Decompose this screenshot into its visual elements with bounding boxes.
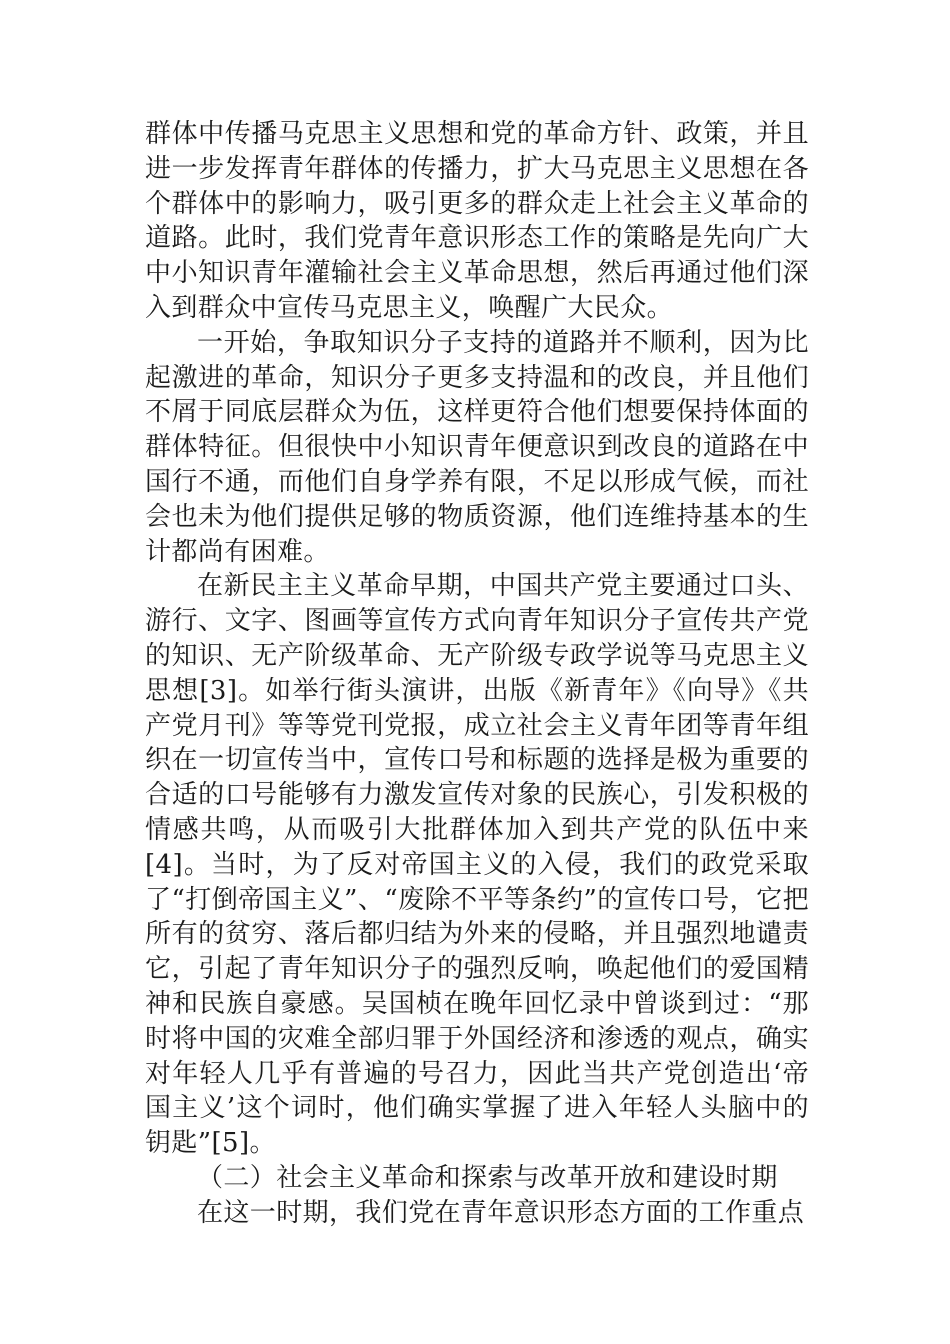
- body-paragraph-2: 一开始，争取知识分子支持的道路并不顺利，因为比起激进的革命，知识分子更多支持温和的改良，并且他们不屑于同底层群众为伍，这样更符合他们想要保持体面的群体特征。但很快中小知识青年便意识到改良的道路在中国行不通，而他们自身学养有限，不足以形成气候，而社会也未为他们提供足够的物质资源，他们连维持基本的生计都尚有困难。: [145, 327, 809, 567]
- body-paragraph-1: 群体中传播马克思主义思想和党的革命方针、政策，并且进一步发挥青年群体的传播力，扩大马克思主义思想在各个群体中的影响力，吸引更多的群众走上社会主义革命的道路。此时，我们党青年意识形态工作的策略是先向广大中小知识青年灌输社会主义革命思想，然后再通过他们深入到群众中宣传马克思主义，唤醒广大民众。: [145, 119, 809, 323]
- section-heading: （二）社会主义革命和探索与改革开放和建设时期: [197, 1162, 778, 1193]
- body-paragraph-4: 在这一时期，我们党在青年意识形态方面的工作重点: [197, 1197, 805, 1228]
- body-paragraph-3: 在新民主主义革命早期，中国共产党主要通过口头、游行、文字、图画等宣传方式向青年知识分子宣传共产党的知识、无产阶级革命、无产阶级专政学说等马克思主义思想[3]。如举行街头演讲，出版《新青年》《向导》《共产党月刊》等等党刊党报，成立社会主义青年团等青年组织在一切宣传当中，宣传口号和标题的选择是极为重要的合适的口号能够有力激发宣传对象的民族心，引发积极的情感共鸣，从而吸引大批群体加入到共产党的队伍中来[4]。当时，为了反对帝国主义的入侵，我们的政党采取了“打倒帝国主义”、“废除不平等条约”的宣传口号，它把所有的贫穷、落后都归结为外来的侵略，并且强烈地谴责它，引起了青年知识分子的强烈反响，唤起他们的爱国精神和民族自豪感。吴国桢在晚年回忆录中曾谈到过：“那时将中国的灾难全部归罪于外国经济和渗透的观点，确实对年轻人几乎有普遍的号召力，因此当共产党创造出‘帝国主义’这个词时，他们确实掌握了进入年轻人头脑中的钥匙”[5]。: [145, 571, 809, 1159]
- document-page: [145, 117, 809, 1231]
